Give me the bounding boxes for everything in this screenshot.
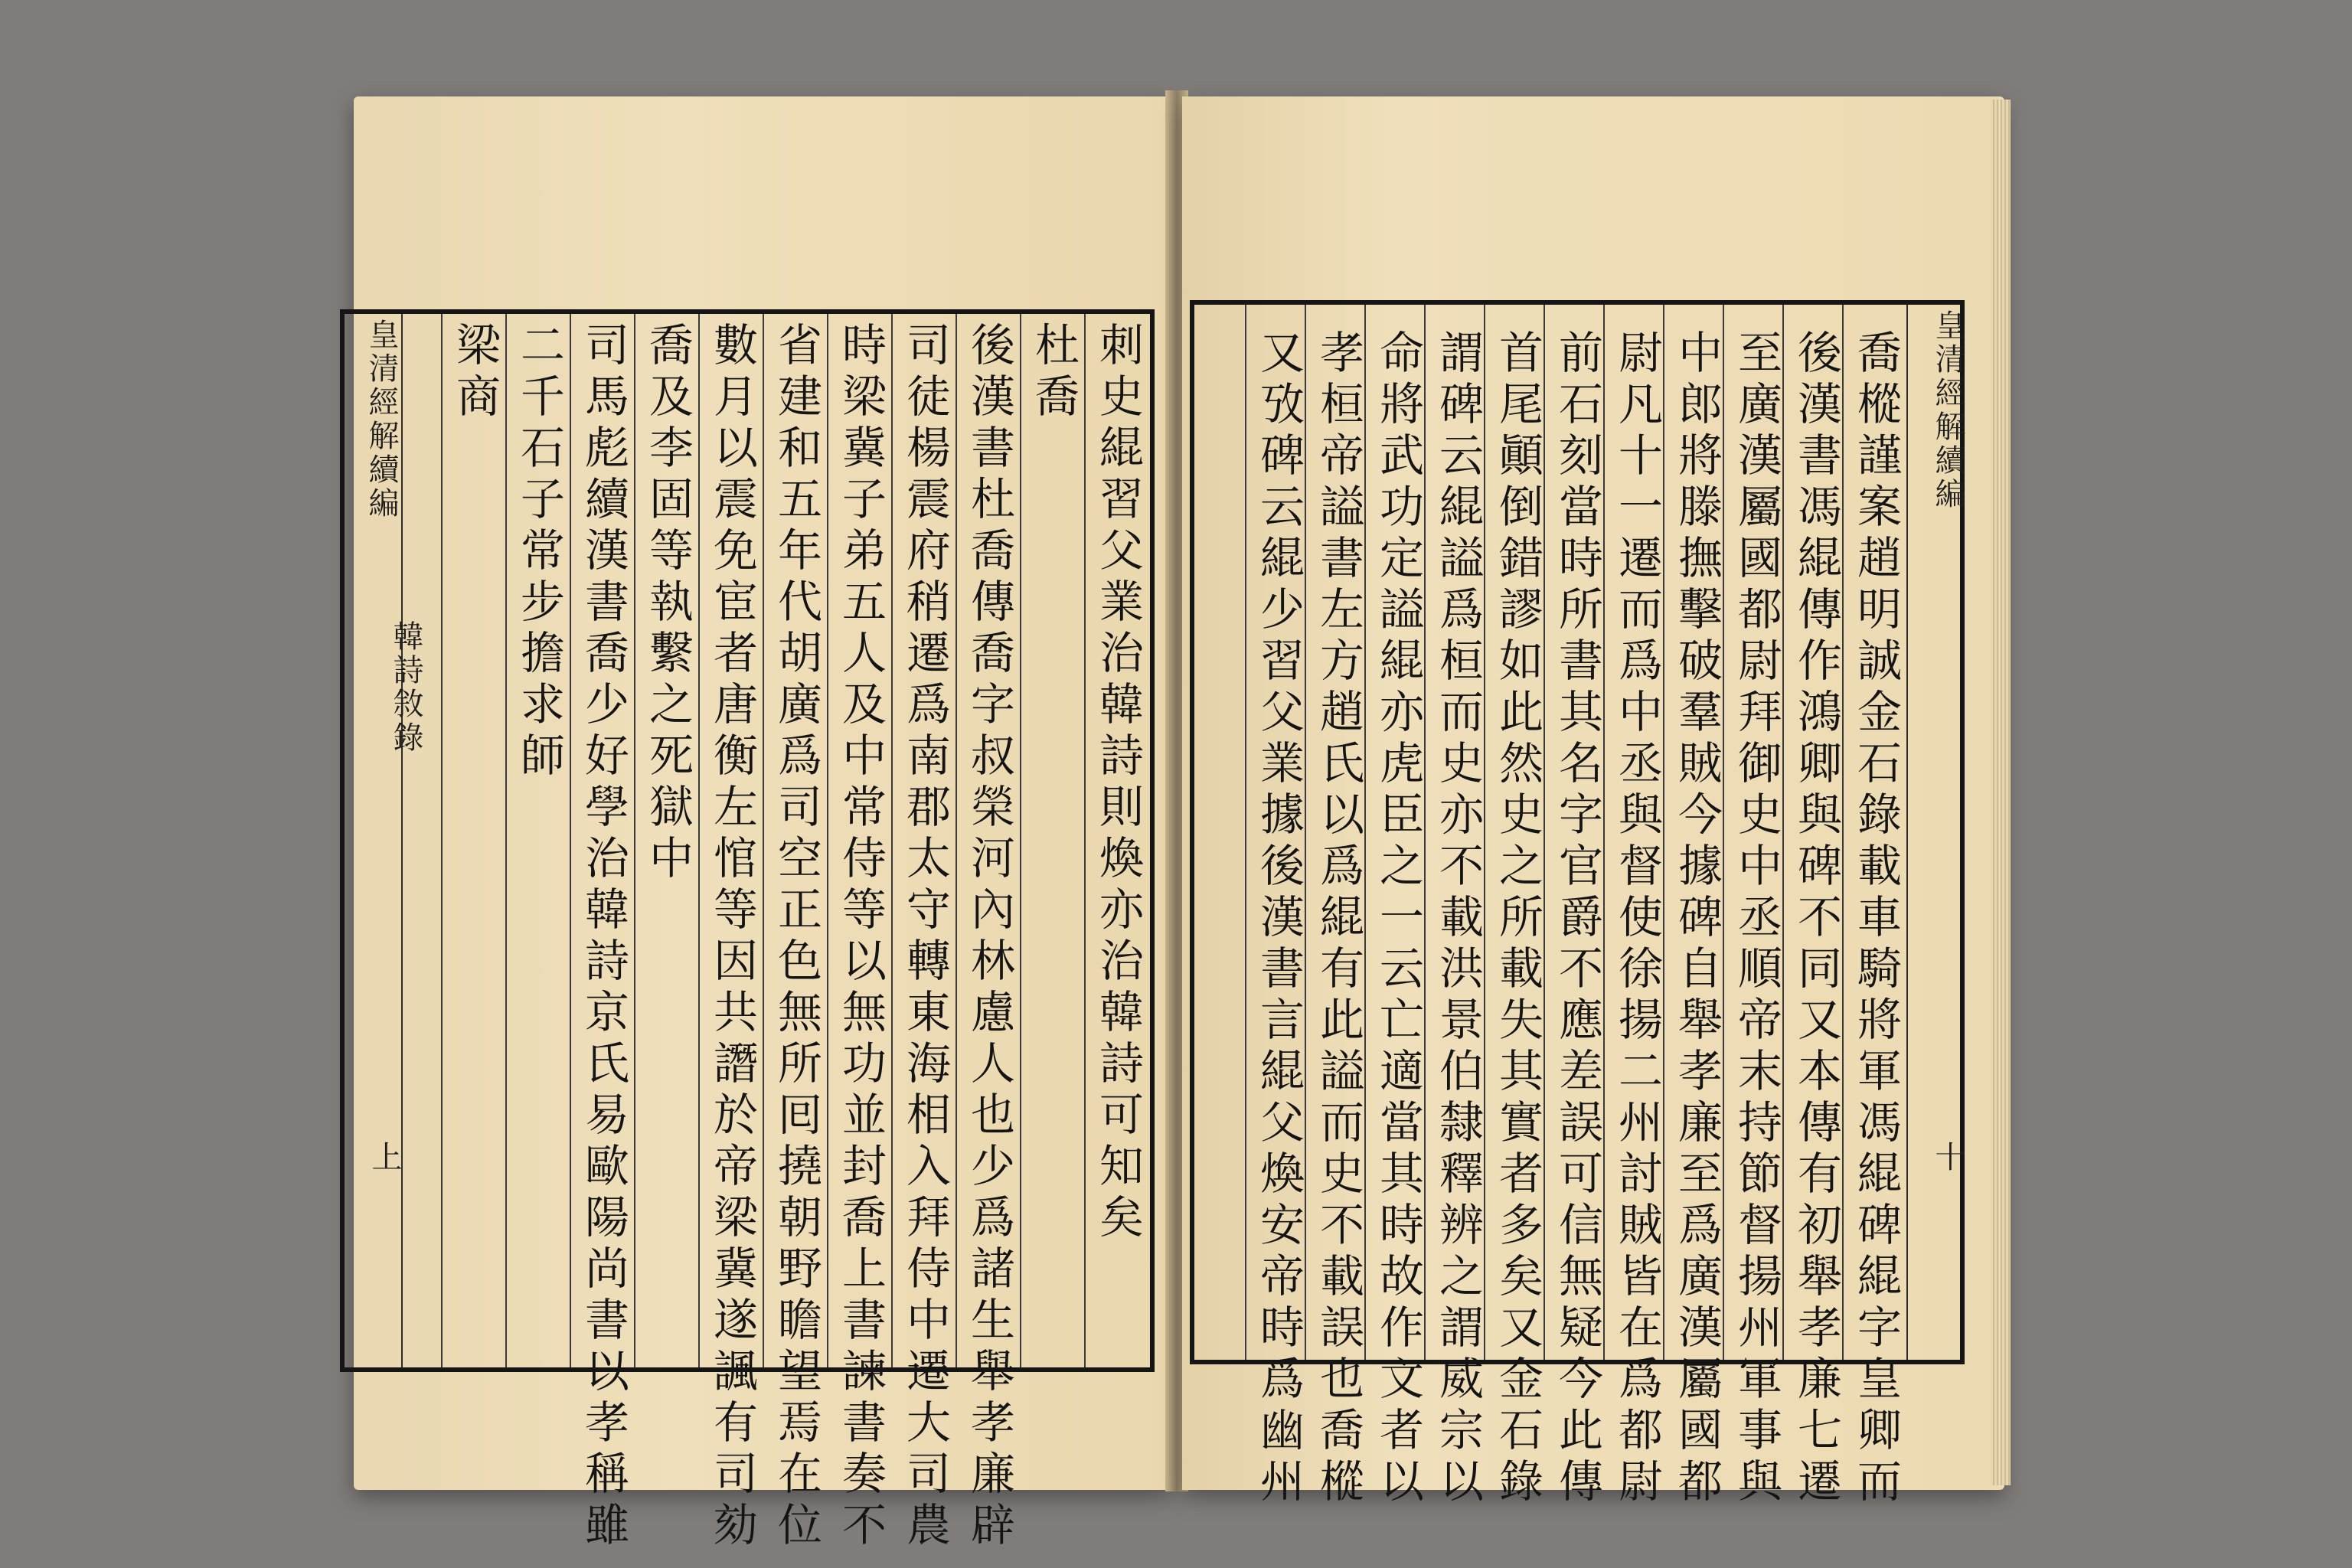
text-column: 刺史緄習父業治韓詩則煥亦治韓詩可知矣: [1092, 322, 1144, 1245]
column-rule: [827, 314, 828, 1367]
text-column: 二千石子常步擔求師: [513, 322, 565, 783]
column-rule: [1603, 305, 1605, 1360]
column-rule: [891, 314, 893, 1367]
text-column: 後漢書杜喬傳喬字叔榮河內林慮人也少爲諸生舉孝廉辟: [963, 322, 1015, 1553]
column-rule: [441, 314, 443, 1367]
right-page-mark: 十: [1930, 1141, 1965, 1174]
column-rule: [1020, 314, 1021, 1367]
text-column: 喬樅謹案趙明誠金石錄載車騎將軍馮緄碑緄字皇卿而: [1850, 329, 1902, 1509]
column-rule: [1663, 305, 1664, 1360]
left-page-mark: 上: [367, 1141, 402, 1174]
column-rule: [1484, 305, 1485, 1360]
text-column: 省建和五年代胡廣爲司空正色無所囘撓朝野瞻望焉在位: [770, 322, 822, 1553]
column-rule: [1424, 305, 1426, 1360]
text-column: 杜喬: [1027, 322, 1080, 424]
text-column: 司徒楊震府稍遷爲南郡太守轉東海相入拜侍中遷大司農: [899, 322, 951, 1553]
column-rule: [1245, 305, 1246, 1360]
left-margin-title: 皇清經解續編: [364, 318, 399, 521]
text-column: 數月以震免宦者唐衡左悺等因共譖於帝梁冀遂諷有司劾: [706, 322, 758, 1553]
text-column: 中郎將滕撫擊破羣賊今據碑自舉孝廉至爲廣漢屬國都: [1671, 329, 1723, 1509]
text-column: 司馬彪續漢書喬少好學治韓詩京氏易歐陽尚書以孝稱雖: [577, 322, 629, 1553]
column-rule: [956, 314, 957, 1367]
column-rule: [1723, 305, 1724, 1360]
column-rule: [634, 314, 635, 1367]
column-rule: [1544, 305, 1545, 1360]
text-column: 後漢書馮緄傳作鴻卿與碑不同又本傳有初舉孝廉七遷: [1790, 329, 1842, 1509]
column-rule: [1305, 305, 1306, 1360]
column-rule: [1364, 305, 1366, 1360]
text-column: 尉凡十一遷而爲中丞與督使徐揚二州討賊皆在爲都尉: [1611, 329, 1663, 1509]
right-margin-title: 皇清經解續編: [1930, 309, 1965, 511]
text-column: 喬及李固等執繫之死獄中: [642, 322, 694, 886]
column-rule: [698, 314, 700, 1367]
column-rule: [1084, 314, 1086, 1367]
text-column: 時梁冀子弟五人及中常侍等以無功並封喬上書諫書奏不: [835, 322, 887, 1553]
text-column: 梁商: [449, 322, 501, 424]
text-column: 命將武功定謚緄亦虎臣之一云亡適當其時故作文者以: [1372, 329, 1424, 1509]
text-column: 至廣漢屬國都尉拜御史中丞順帝末持節督揚州軍事與: [1730, 329, 1782, 1509]
right-margin-rule: [1906, 305, 1908, 1360]
column-rule: [505, 314, 507, 1367]
column-rule: [1782, 305, 1784, 1360]
page-edges: [1991, 100, 2011, 1485]
text-column: 首尾顚倒錯謬如此然史之所載失其實者多矣又金石錄: [1491, 329, 1544, 1509]
column-rule: [763, 314, 764, 1367]
column-rule: [570, 314, 571, 1367]
text-column: 前石刻當時所書其名字官爵不應差誤可信無疑今此傳: [1551, 329, 1603, 1509]
column-rule: [1842, 305, 1844, 1360]
text-column: 孝桓帝謚書左方趙氏以爲緄有此謚而史不載誤也喬樅: [1312, 329, 1364, 1509]
left-margin-chapter: 韓詩敘錄: [388, 620, 423, 755]
text-column: 謂碑云緄謚爲桓而史亦不載洪景伯隸釋辨之謂威宗以: [1432, 329, 1484, 1509]
text-column: 又攷碑云緄少習父業據後漢書言緄父煥安帝時爲幽州: [1253, 329, 1305, 1509]
